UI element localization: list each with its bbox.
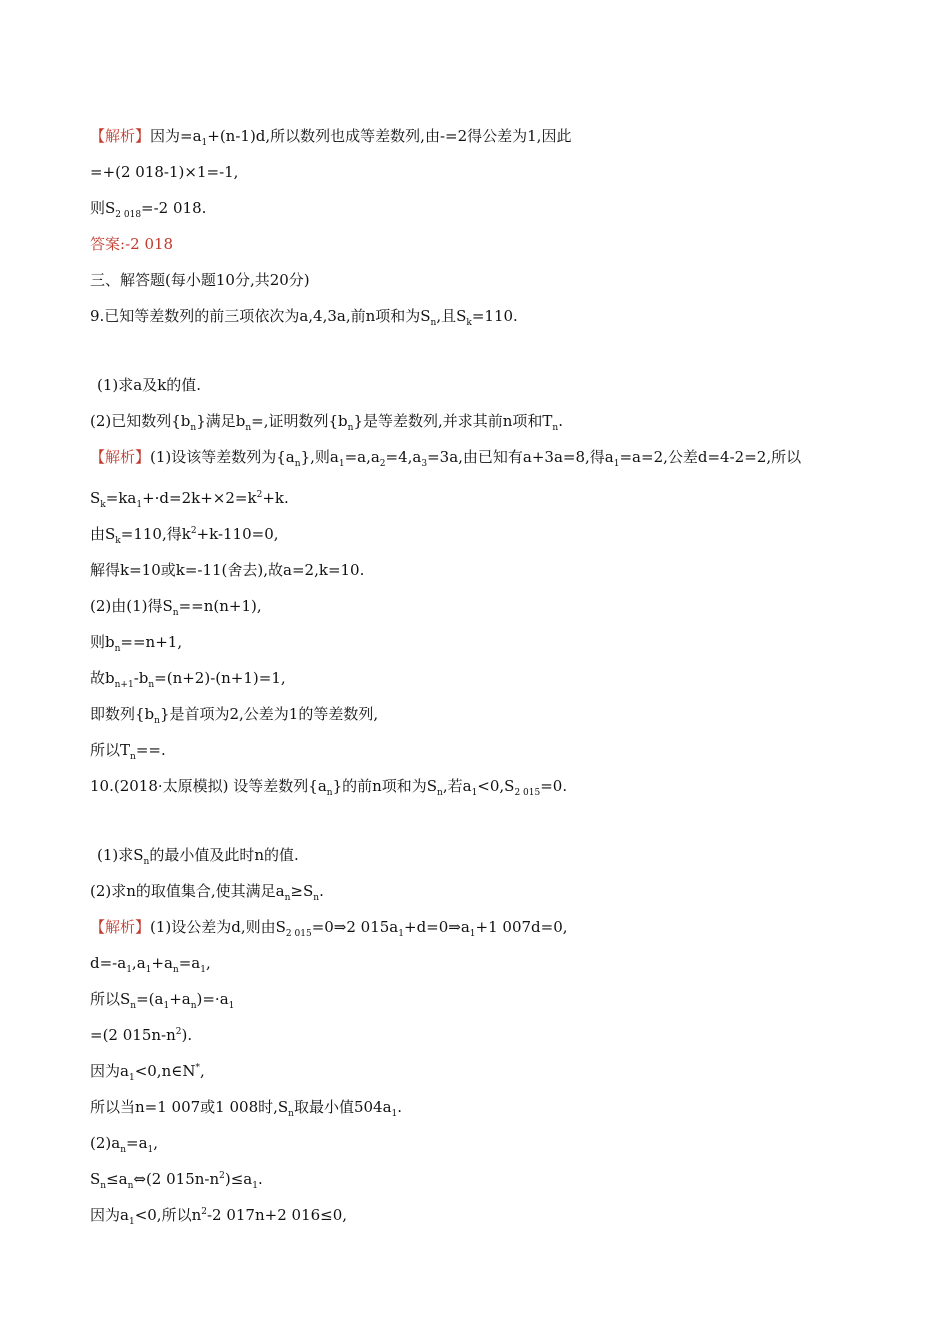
solution-line: 即数列$\{b_n\}$是首项为2,公差为1的等差数列, [90, 705, 379, 726]
solution-line: 则$S_{2 018}=-2$ 018. [90, 199, 207, 220]
analysis-tag: 【解析】 [90, 448, 151, 466]
problem-10-part-1: (1)求$S_n$的最小值及此时n的值. [97, 846, 299, 867]
solution-line: =+(2 018-1)×1=-1, [90, 163, 239, 181]
solution-line: (2)由(1)得$S_n==n(n+1)$, [90, 597, 262, 618]
problem-9-part-1: (1)求a及k的值. [97, 376, 202, 394]
analysis-tag: 【解析】 [90, 127, 151, 145]
analysis-tag: 【解析】 [90, 918, 151, 936]
solution-line: 所以$S_n=(a_1+a_n)=\cdot a_1$ [90, 990, 235, 1011]
solution-line: $(2)a_n=a_1$, [90, 1134, 159, 1155]
answer-line: 答案:-2 018 [90, 235, 174, 253]
solution-line: 【解析】(1)设公差为d,则由$S_{2 015}=0\Rightarrow 2$ $015a_1+d=0\Rightarrow a_1+1$ 007d=0, [90, 918, 568, 939]
solution-line: 因为$a_1<0,n\in N^*$, [90, 1062, 205, 1083]
problem-9-part-2: (2)已知数列$\{b_n\}$满足$b_n=$,证明数列$\{b_n\}$是等差数列,并求其前n项和$T_n$. [90, 412, 563, 433]
solution-line: 因为$a_1<0$,所以$n^2-2$ 017n+2 016≤0, [90, 1206, 348, 1227]
solution-line: $S_n\le a_n\Leftrightarrow(2$ $015n-n^2)\le a_1$. [90, 1170, 263, 1191]
problem-10-stem: 10.(2018·太原模拟) 设等差数列$\{a_n\}$的前n项和为$S_n$,若$a_1<0,S_{2 015}=0$. [90, 777, 568, 798]
problem-10-part-2: (2)求n的取值集合,使其满足$a_n\ge S_n$. [90, 882, 324, 903]
solution-line: $S_k=ka_1+\cdot d=2k+\times 2=k^2+k$. [90, 489, 289, 510]
solution-line: 则$b_n==n+1$, [90, 633, 183, 654]
answer-tag: 答案: [90, 235, 126, 253]
solution-line: 由$S_k=110$,得$k^2+k-110=0$, [90, 525, 279, 546]
section-heading: 三、解答题(每小题10分,共20分) [90, 271, 310, 289]
solution-line: =(2 $015n-n^2$). [90, 1026, 193, 1044]
solution-line: 【解析】(1)设该等差数列为$\{a_n\}$,则$a_1=a,a_2=4,a_3=3a$,由已知有a+3a=8,得$a_1=a=2$,公差d=4-2=2,所以 [90, 448, 802, 469]
problem-9-stem: 9.已知等差数列的前三项依次为a,4,3a,前n项和为$S_n$,且$S_k=110$. [90, 307, 518, 328]
solution-line: 所以$T_n==$. [90, 741, 166, 762]
solution-line: 所以当n=1 007或1 008时$,S_n$取最小值$504a_1$. [90, 1098, 403, 1119]
solution-line: $d=-a_1,a_1+a_n=a_1$, [90, 954, 211, 975]
solution-line: 解得k=10或k=-11(舍去),故a=2,k=10. [90, 561, 365, 579]
solution-line: 【解析】因为$=a_1+(n-1)d$,所以数列也成等差数列,由-=2得公差为1,因此 [90, 127, 572, 148]
solution-line: 故$b_{n+1}-b_n=(n+2)-(n+1)=1$, [90, 669, 286, 690]
